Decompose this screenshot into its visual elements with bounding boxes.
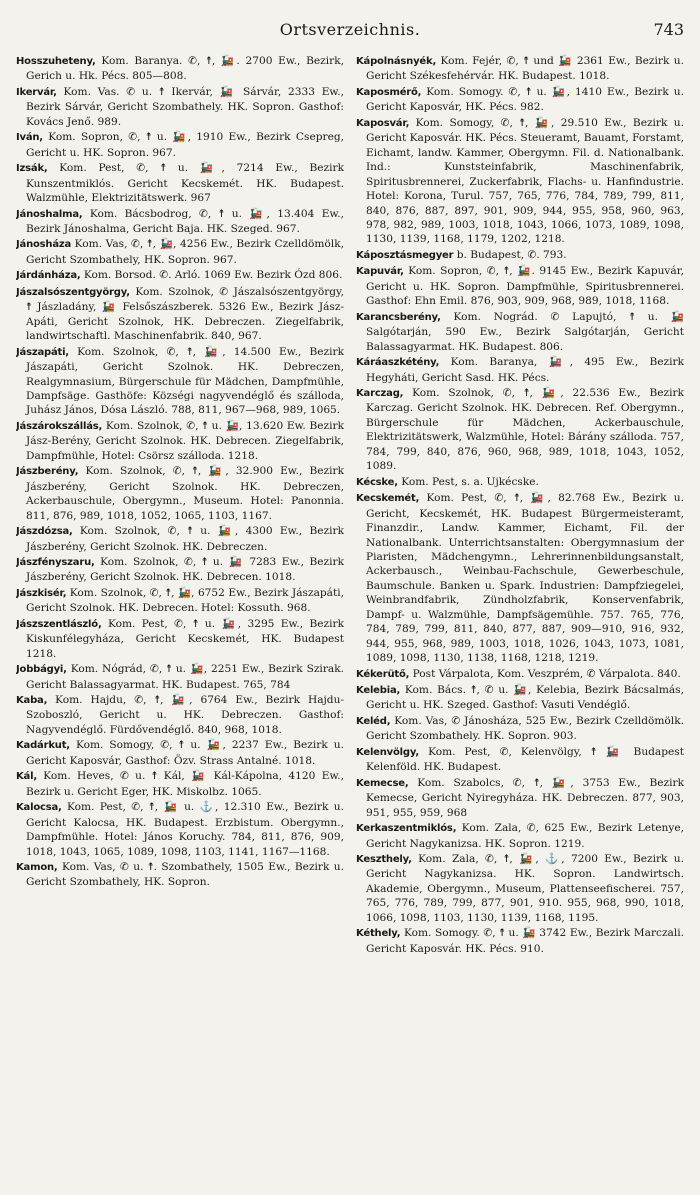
place-entry: [356, 475, 684, 490]
place-entry: [16, 860, 344, 890]
place-entry: [356, 683, 684, 713]
page-header: [16, 14, 684, 54]
place-name: Kelebia,: [356, 685, 401, 697]
place-entry: [356, 386, 684, 474]
place-description: Kom. Somogy. ✆, ☨ u. 🚂, 1410 Ew., Bezirk u. Gericht Kaposvár, HK. Pécs. 982.: [366, 85, 684, 114]
place-name: Kápolnásnyék,: [356, 56, 437, 67]
place-name: Kékerütő,: [356, 668, 410, 680]
place-description: Kom. Pest, ✆, ☨ u. 🚂, 3295 Ew., Bezirk Kiskunfélegyháza, Gericht Kecskemét, HK. Budapest 1218.: [26, 617, 344, 660]
place-entry: [16, 555, 344, 585]
place-description: Kom. Baranya. ✆, ☨, 🚂. 2700 Ew., Bezirk, Gerich u. Hk. Pécs. 805—808.: [26, 55, 344, 83]
place-description: Kom. Nógrád, ✆, ☨ u. 🚂, 2251 Ew., Bezirk Szirak. Gericht Balassagyarmat. HK. Budapest. 765, 784: [26, 663, 344, 691]
place-entry: [356, 355, 684, 385]
page-title: Ortsverzeichnis.: [279, 20, 421, 39]
place-description: Kom. Baranya, 🚂, 495 Ew., Bezirk Hegyháti, Gericht Sasd. HK. Pécs.: [366, 356, 684, 384]
place-name: Kaba,: [16, 695, 48, 707]
place-entry: [16, 800, 344, 859]
place-name: Jászberény,: [16, 466, 79, 478]
place-entry: [16, 161, 344, 205]
place-entry: [356, 491, 684, 665]
place-name: Kelenvölgy,: [356, 746, 420, 758]
place-name: Kamon,: [16, 862, 58, 874]
place-name: Izsák,: [16, 163, 48, 175]
place-name: Iván,: [16, 132, 43, 144]
place-entry: [16, 464, 344, 523]
place-entry: [16, 524, 344, 554]
place-description: Kom. Szolnok, ✆, ☨, 🚂, 6752 Ew., Bezirk Jászapáti, Gericht Szolnok. HK. Debrecen. Hotel: Kossuth. 968.: [26, 586, 344, 615]
place-description: Kom. Szolnok, ✆, ☨, 🚂, 22.536 Ew., Bezirk Karczag. Gericht Szolnok. HK. Debrecen. Ref. Obergymn., Bürgerschule für Mädchen, Ackerbauschule, Elektrizitätswerk, Walzmühle, Hotel: Bárány szálloda. 757, 784, 799, 840, 876, 960, 968, 989, 1018, 1043, 1052, 1089.: [366, 386, 684, 473]
place-description: Post Várpalota, Kom. Veszprém, ✆ Várpalota. 840.: [412, 667, 681, 680]
page-number: 743: [653, 20, 684, 39]
place-description: Kom. Szolnok, ✆, ☨ u. 🚂, 4300 Ew., Bezirk Jászberény, Gericht Szolnok. HK. Debreczen.: [26, 525, 344, 553]
place-description: Kom. Somogy, ✆, ☨ u. 🚂, 2237 Ew., Bezirk u. Gericht Kaposvár, Gasthof: Özv. Strass Antalné. 1018.: [26, 739, 344, 767]
place-entry: [16, 693, 344, 737]
place-entry: [16, 130, 344, 160]
place-name: Kecskemét,: [356, 493, 420, 505]
place-entry: [356, 310, 684, 354]
place-description: Kom. Nográd. ✆ Lapujtó, ☨ u. 🚂 Salgótarján, 590 Ew., Bezirk Salgótarján, Gericht Balassagyarmat. HK. Budapest. 806.: [366, 310, 684, 353]
place-name: Kaposmérő,: [356, 86, 422, 98]
place-name: Jobbágyi,: [16, 664, 67, 676]
place-name: Kécske,: [356, 476, 398, 488]
place-description: b. Budapest, ✆. 793.: [456, 248, 567, 261]
place-name: Kapuvár,: [356, 266, 404, 278]
place-name: Kerkaszentmiklós,: [356, 823, 457, 835]
place-entry: [356, 85, 684, 115]
place-description: Kom. Pest, ✆, ☨, 🚂 u. ⚓, 12.310 Ew., Bezirk u. Gericht Kalocsa, HK. Budapest. Erzbistum. Obergymn., Dampfmühle. Hotel: János Koruchy. 784, 811, 876, 909, 1018, 1043, 1065, 1089, 1098, 1103, 1141, 1167—1168.: [26, 801, 344, 858]
place-entry: [356, 116, 684, 247]
place-name: Hosszuheteny,: [16, 56, 96, 67]
place-description: Kom. Szolnok, ✆, ☨ u. 🚂 7283 Ew., Bezirk Jászberény, Gericht Szolnok. HK. Debrecen. 1018.: [26, 555, 344, 584]
place-entry: [356, 776, 684, 820]
place-description: Kom. Sopron, ✆, ☨ u. 🚂, 1910 Ew., Bezirk Csepreg, Gericht u. HK. Sopron. 967.: [26, 131, 344, 159]
place-name: Karancsberény,: [356, 311, 441, 323]
place-description: Kom. Vas, ✆ Jánosháza, 525 Ew., Bezirk Czelldömölk. Gericht Szombathely. HK. Sopron. 903.: [366, 714, 684, 743]
place-description: Kom. Fejér, ✆, ☨ und 🚂 2361 Ew., Bezirk u. Gericht Székesfehérvár. HK. Budapest. 1018.: [366, 55, 684, 83]
place-name: Kál,: [16, 771, 37, 783]
place-entry: [16, 345, 344, 418]
place-description: Kom. Zala, ✆, 625 Ew., Bezirk Letenye, Gericht Nagykanizsa. HK. Sopron. 1219.: [366, 822, 684, 850]
place-name: Keszthely,: [356, 854, 412, 866]
place-name: Jászszentlászló,: [16, 618, 102, 630]
place-name: Kemecse,: [356, 777, 409, 789]
place-name: Kadárkut,: [16, 740, 70, 752]
place-name: Karczag,: [356, 387, 404, 399]
place-description: Kom. Somogy, ✆, ☨, 🚂, 29.510 Ew., Bezirk u. Gericht Kaposvár. HK. Pécs. Steueramt, Bauamt, Forstamt, Eichamt, landw. Kammer, Obergymn. Fil. d. Nationalbank. Ind.: Kunststeinfabrik, Maschinenfabrik, Spiritusbrennerei, Zuckerfabrik, Flachs- u. Hanfindustrie. Hotel: Korona, Turul. 757, 765, 776, 784, 789, 799, 811, 840, 876, 887, 897, 901, 909, 944, 955, 958, 960, 963, 978, 982, 989, 1003, 1018, 1043, 1066, 1073, 1089, 1098, 1130, 1139, 1168, 1179, 1202, 1218.: [366, 116, 684, 246]
place-name: Jászdózsa,: [16, 526, 73, 538]
place-entry: [16, 85, 344, 129]
place-entry: [16, 54, 344, 84]
place-entry: [356, 54, 684, 84]
place-description: Kom. Pest, s. a. Ujkécske.: [401, 475, 539, 488]
place-entry: [16, 419, 344, 463]
place-name: Jászfényszaru,: [16, 556, 95, 568]
place-description: Kom. Hajdu, ✆, ☨, 🚂, 6764 Ew., Bezirk Hajdu-Szoboszló, Gericht u. HK. Debreczen. Gasthof: Nagyvendéglő. Fürdővendéglő. 840, 968, 1018.: [26, 694, 344, 736]
place-description: Kom. Pest, ✆, ☨, 🚂, 82.768 Ew., Bezirk u. Gericht, Kecskemét, HK. Budapest Bürgermeisteramt, Finanzdir., Landw. Kammer, Eichamt, Fil. der Nationalbank. Unterrichtsanstalten: Obergymnasium der Piaristen, Mädchengymn., Lehrerinnenbildungsanstalt, Ackerbausch., Weinbau-Fachschule, Gewerbeschule, Baumschule. Banken u. Spark. Industrien: Dampfziegelei, Weinbrandfabrik, Zündholzfabrik, Konservenfabrik, Dampf- u. Walzmühle, Dampfsägemühle. 757. 765, 776, 784, 789, 799, 811, 840, 877, 887, 909—910, 916, 932, 944, 955, 968, 989, 1003, 1018, 1026, 1043, 1073, 1081, 1089, 1098, 1130, 1138, 1168, 1218, 1219.: [366, 492, 684, 665]
place-description: Kom. Vas, ✆ u. ☨. Szombathely, 1505 Ew., Bezirk u. Gericht Szombathely, HK. Sopron.: [26, 861, 344, 889]
place-name: Jászapáti,: [16, 346, 69, 358]
place-entry: [16, 586, 344, 616]
place-description: Kom. Heves, ✆ u. ☨ Kál, 🚂 Kál-Kápolna, 4120 Ew., Bezirk u. Gericht Eger, HK. Miskolbz. 1065.: [26, 770, 344, 798]
place-name: Járdánháza,: [16, 270, 81, 282]
place-entry: [356, 821, 684, 851]
place-description: Kom. Szolnok, ✆, ☨, 🚂, 14.500 Ew., Bezirk Jászapáti, Gericht Szolnok. HK. Debreczen, Realgymnasium, Bürgerschule für Mädchen, Dampfmühle, Dampfsäge. Gasthöfe: Községi nagyvendéglő és szálloda, Juhász János, Dósa László. 788, 811, 967—968, 989, 1065.: [26, 345, 344, 417]
place-description: Kom. Szabolcs, ✆, ☨, 🚂, 3753 Ew., Bezirk Kemecse, Gericht Nyiregyháza. HK. Debreczen. 877, 903, 951, 955, 959, 968: [366, 776, 684, 819]
place-description: Kom. Szolnok, ✆, ☨, 🚂, 32.900 Ew., Bezirk Jászberény, Gericht Szolnok. HK. Debreczen, Ackerbauschule, Obergymn., Museum. Hotel: Panonnia. 811, 876, 989, 1018, 1052, 1065, 1103, 1167.: [26, 465, 344, 522]
place-name: Kalocsa,: [16, 802, 62, 814]
place-entry: [356, 926, 684, 956]
place-entry: [356, 264, 684, 308]
place-name: Káposztásmegyer: [356, 249, 454, 261]
place-entry: [16, 237, 344, 267]
place-entry: [16, 268, 344, 283]
place-entry: [16, 207, 344, 237]
place-entry: [16, 285, 344, 344]
place-entry: [356, 714, 684, 744]
place-name: Ikervár,: [16, 86, 57, 98]
place-name: Jánosháza: [16, 239, 72, 251]
place-description: Kom. Bácsbodrog, ✆, ☨ u. 🚂, 13.404 Ew., Bezirk Jánoshalma, Gericht Baja. HK. Szeged. 967.: [26, 207, 344, 235]
place-description: Kom. Bács. ☨, ✆ u. 🚂, Kelebia, Bezirk Bácsalmás, Gericht u. HK. Szeged. Gasthof: Vasuti Vendéglő.: [366, 684, 684, 712]
place-name: Jászkisér,: [16, 587, 67, 599]
place-description: Kom. Sopron, ✆, ☨, 🚂. 9145 Ew., Bezirk Kapuvár, Gericht u. HK. Sopron. Dampfmühle, Spiritusbrennerei. Gasthof: Ehn Emil. 876, 903, 909, 968, 989, 1018, 1168.: [366, 265, 684, 308]
place-description: Kom. Vas. ✆ u. ☨ Ikervár, 🚂 Sárvár, 2333 Ew., Bezirk Sárvár, Gericht Szombathely. HK. Sopron. Gasthof: Kovács Jenő. 989.: [26, 85, 344, 128]
columns: [16, 54, 684, 1174]
place-name: Jászalsószentgyörgy,: [16, 286, 130, 298]
place-entry: [356, 248, 684, 263]
right-column: [356, 54, 684, 1174]
place-name: Kaposvár,: [356, 117, 410, 129]
place-entry: [16, 769, 344, 799]
place-entry: [356, 667, 684, 682]
place-description: Kom. Pest, ✆, ☨ u. 🚂, 7214 Ew., Bezirk Kunszentmiklós. Gericht Kecskemét. HK. Budapest. Walzmühle, Elektrizitätswerk. 967: [26, 162, 344, 205]
place-entry: [356, 852, 684, 925]
place-name: Jászárokszállás,: [16, 420, 103, 432]
place-entry: [16, 662, 344, 692]
place-description: Kom. Somogy. ✆, ☨ u. 🚂 3742 Ew., Bezirk Marczali. Gericht Kaposvár. HK. Pécs. 910.: [366, 927, 684, 955]
place-entry: [356, 745, 684, 775]
place-entry: [16, 617, 344, 661]
place-description: Kom. Zala, ✆, ☨, 🚂, ⚓, 7200 Ew., Bezirk u. Gericht Nagykanizsa. HK. Sopron. Landwirtsch. Akademie, Obergymn., Museum, Plattenseefischerei. 757, 765, 776, 789, 799, 877, 901, 910. 955, 968, 990, 1018, 1066, 1098, 1103, 1130, 1139, 1168, 1195.: [366, 853, 684, 924]
place-name: Kéthely,: [356, 928, 401, 940]
place-name: Káráaszkétény,: [356, 357, 440, 369]
place-description: Kom. Szolnok, ✆, ☨ u. 🚂, 13.620 Ew. Bezirk Jász-Berény, Gericht Szolnok. HK. Debrecen. Ziegelfabrik, Dampfmühle, Hotel: Csörsz szálloda. 1218.: [26, 419, 344, 462]
left-column: [16, 54, 344, 1174]
place-name: Jánoshalma,: [16, 208, 83, 220]
place-entry: [16, 738, 344, 768]
place-description: Kom. Borsod. ✆. Arló. 1069 Ew. Bezirk Ózd 806.: [83, 269, 343, 282]
place-description: Kom. Pest, ✆, Kelenvölgy, ☨ 🚂 Budapest Kelenföld. HK. Budapest.: [366, 745, 684, 774]
place-name: Keléd,: [356, 715, 391, 727]
place-description: Kom. Vas, ✆, ☨, 🚂, 4256 Ew., Bezirk Czelldömölk, Gericht Szombathely, HK. Sopron. 967.: [26, 238, 344, 266]
place-description: Kom. Szolnok, ✆ Jászalsószentgyörgy, ☨ Jászladány, 🚂 Felsőszászberek. 5326 Ew., Bezirk Jász-Apáti, Gericht Szolnok, HK. Debreczen. Ziegelfabrik, landwirtschaftl. Maschinenfabrik. 840, 967.: [26, 285, 344, 343]
